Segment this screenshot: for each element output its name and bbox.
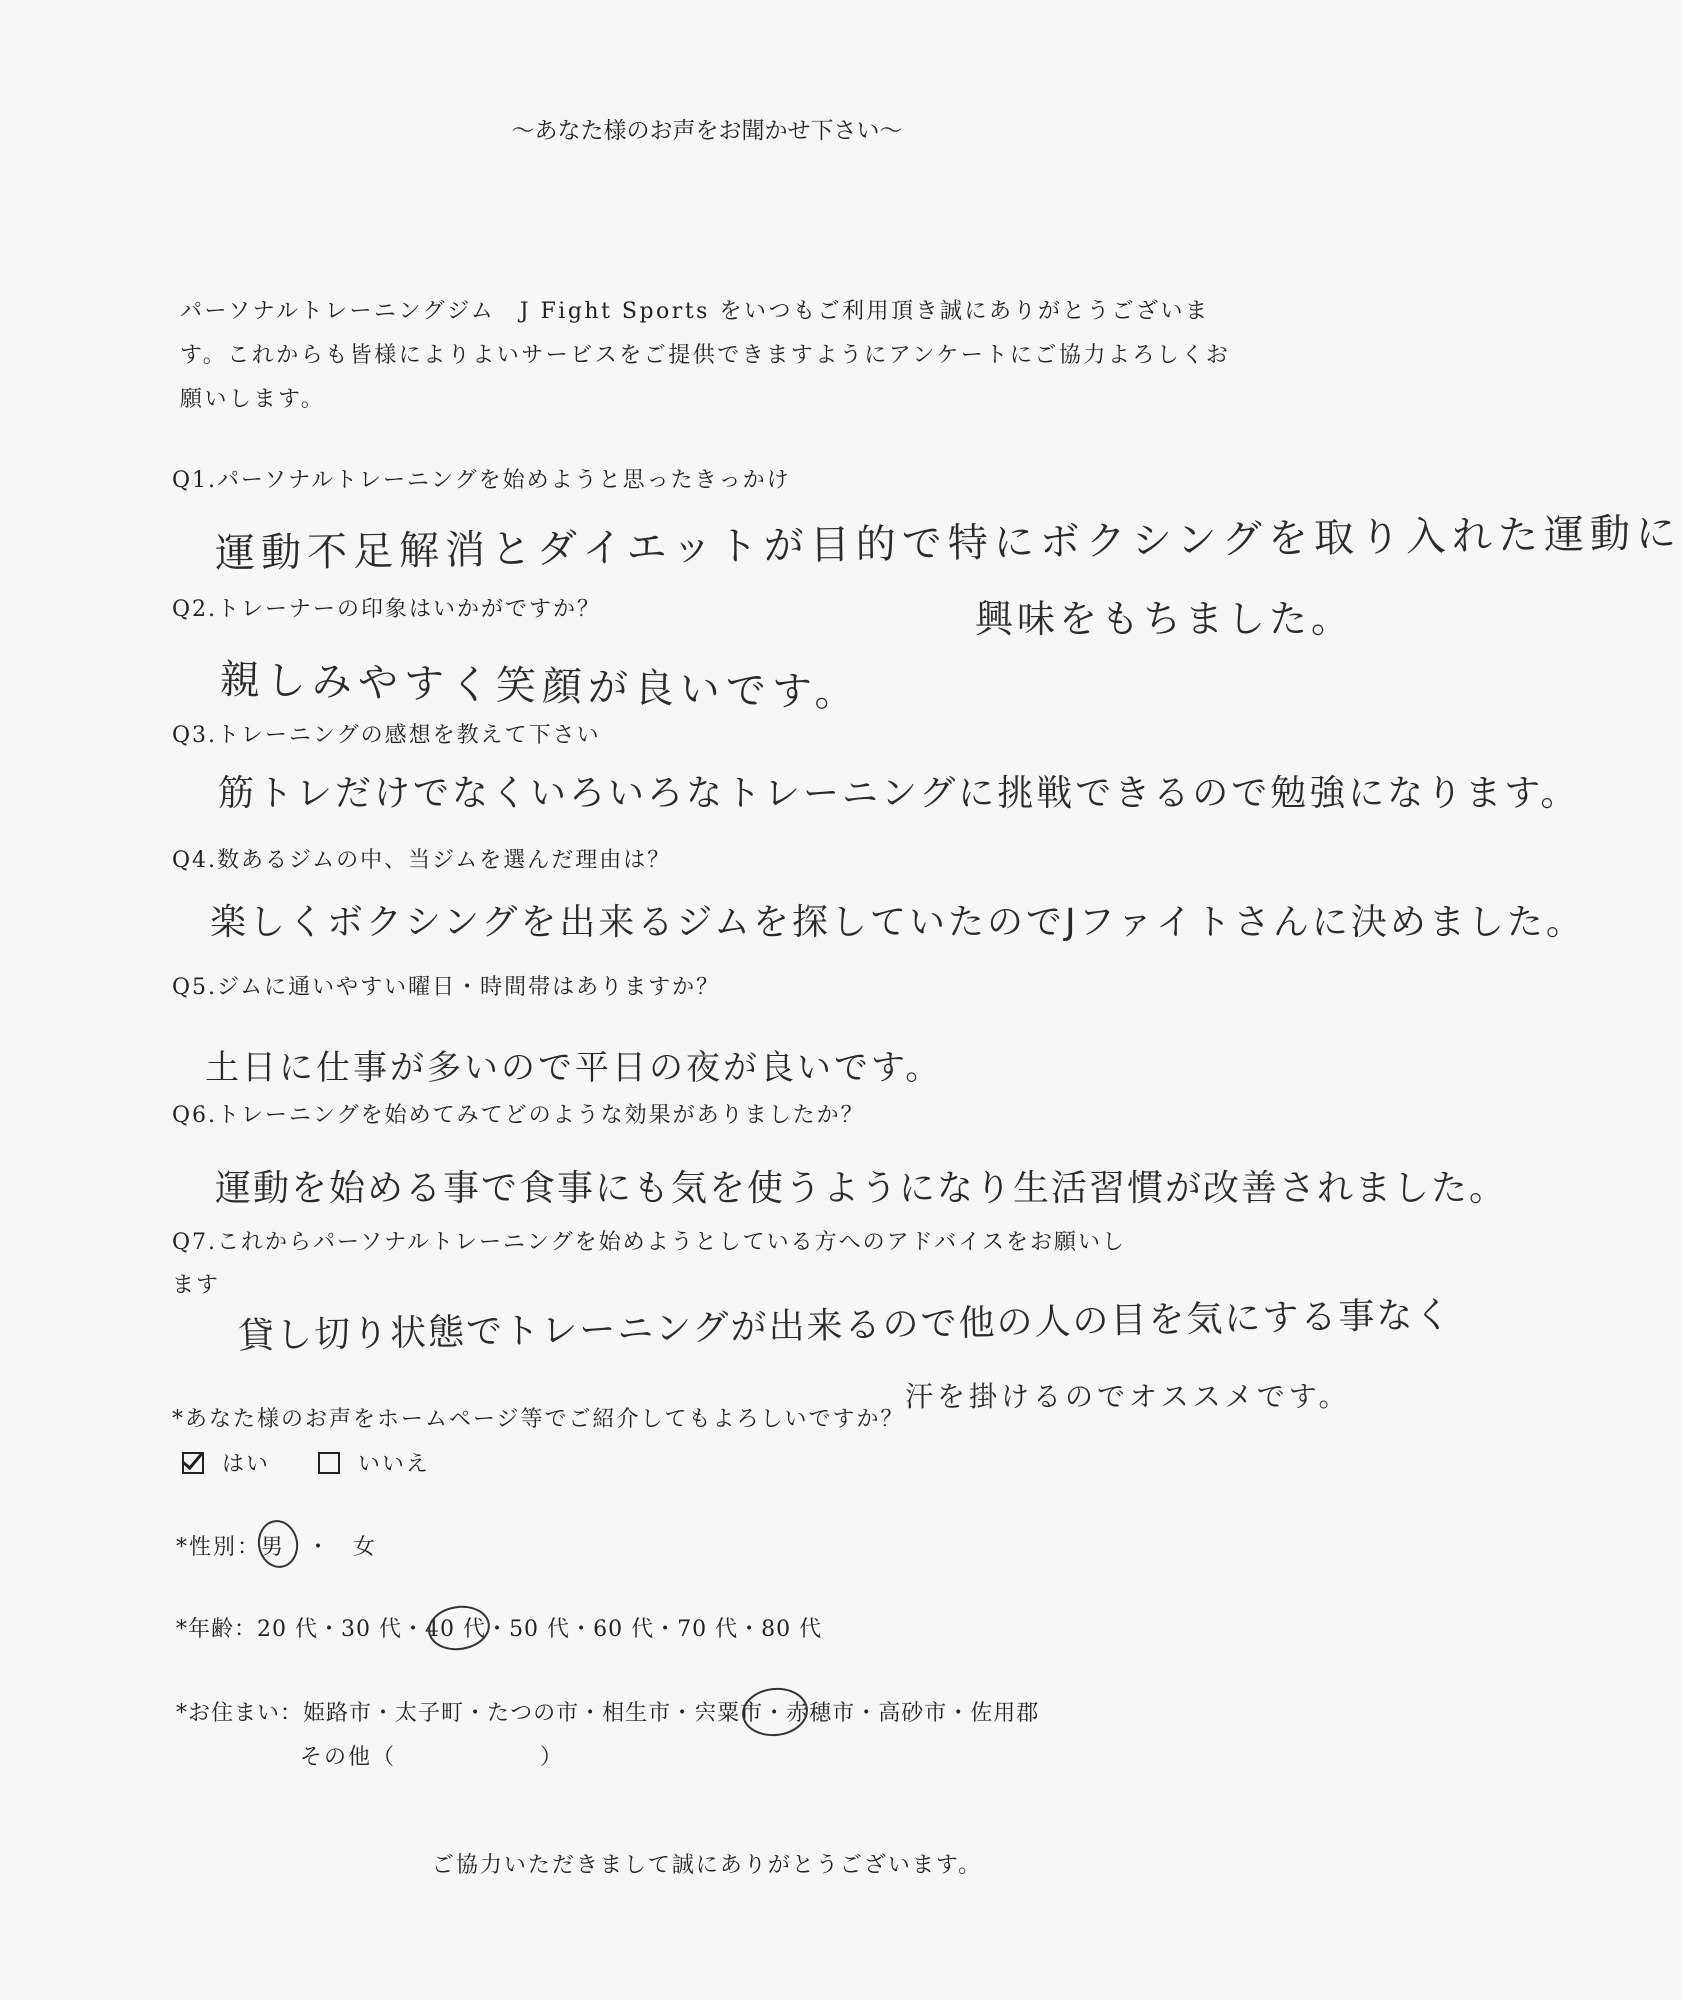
question-7-line-1: Q7.これからパーソナルトレーニングを始めようとしている方へのアドバイスをお願いし (172, 1230, 1126, 1255)
answer-5: 土日に仕事が多いので平日の夜が良いです。 (205, 1048, 943, 1088)
residence-other: その他（ ） (300, 1745, 565, 1770)
answer-2: 親しみやすく笑顔が良いです。 (219, 657, 862, 717)
answer-6: 運動を始める事で食事にも気を使うようになり生活習慣が改善されました。 (215, 1168, 1508, 1209)
residence-option-taishi[interactable]: 太子町 (395, 1701, 465, 1726)
question-2: Q2.トレーナーの印象はいかがですか？ (172, 597, 602, 622)
gender-option-male[interactable]: 男 (261, 1535, 286, 1560)
consent-options (182, 1447, 430, 1478)
residence-option-tatsuno[interactable]: たつの市 (487, 1701, 580, 1726)
residence-option-ako[interactable]: 赤穂市 (786, 1701, 856, 1726)
age-option-60[interactable]: 60 代 (593, 1617, 655, 1642)
age-selection-circle (425, 1602, 493, 1654)
answer-4: 楽しくボクシングを出来るジムを探していたのでJファイトさんに決めました。 (210, 902, 1585, 943)
age-label: *年齢： (176, 1617, 258, 1642)
survey-title: 〜あなた様のお声をお聞かせ下さい〜 (511, 118, 903, 144)
answer-7-line-1: 貸し切り状態でトレーニングが出来るので他の人の目を気にする事なく (237, 1294, 1453, 1357)
age-option-80[interactable]: 80 代 (761, 1617, 823, 1642)
consent-no-checkbox[interactable] (318, 1452, 340, 1474)
consent-yes-checkbox[interactable] (182, 1452, 204, 1474)
residence-label: *お住まい： (176, 1701, 304, 1726)
residence-option-himeji[interactable]: 姫路市 (303, 1701, 373, 1726)
gender-option-female[interactable]: 女 (353, 1535, 378, 1560)
age-option-70[interactable]: 70 代 (677, 1617, 739, 1642)
gender-selection-circle (254, 1517, 302, 1571)
age-option-50[interactable]: 50 代 (509, 1617, 571, 1642)
question-5: Q5.ジムに通いやすい曜日・時間帯はありますか？ (172, 975, 721, 1000)
question-6: Q6.トレーニングを始めてみてどのような効果がありましたか？ (172, 1103, 865, 1128)
age-option-30[interactable]: 30 代 (341, 1617, 403, 1642)
answer-7-line-2: 汗を掛けるのでオススメです。 (905, 1380, 1351, 1413)
question-7-line-2: ます (172, 1273, 221, 1298)
answer-1-line-2: 興味をもちました。 (975, 597, 1354, 641)
residence-option-sayo[interactable]: 佐用郡 (970, 1701, 1040, 1726)
question-1: Q1.パーソナルトレーニングを始めようと思ったきっかけ (172, 468, 791, 493)
footer-thanks: ご協力いただきまして誠にありがとうございます。 (431, 1853, 983, 1878)
question-3: Q3.トレーニングの感想を教えて下さい (172, 723, 601, 748)
residence-option-takasago[interactable]: 高砂市 (878, 1701, 948, 1726)
consent-yes-label: はい (222, 1452, 271, 1477)
consent-question: *あなた様のお声をホームページ等でご紹介してもよろしいですか？ (172, 1407, 905, 1432)
answer-3: 筋トレだけでなくいろいろなトレーニングに挑戦できるので勉強になります。 (218, 773, 1580, 814)
question-4: Q4.数あるジムの中、当ジムを選んだ理由は？ (172, 848, 672, 873)
residence-row: *お住まい：姫路市・太子町・たつの市・相生市・宍粟市・赤穂市・高砂市・佐用郡 (176, 1701, 1040, 1726)
intro-text: パーソナルトレーニングジム J Fight Sports をいつもご利用頂き誠にありがとうございます。これからも皆様によりよいサービスをご提供できますようにアンケートにご協力よろしくお願いします。 (180, 299, 1231, 412)
consent-no-label: いいえ (358, 1452, 431, 1477)
gender-label: *性別： (176, 1535, 262, 1560)
age-option-40[interactable]: 40 代 (425, 1617, 487, 1642)
age-option-20[interactable]: 20 代 (257, 1617, 319, 1642)
answer-1-line-1: 運動不足解消とダイエットが目的で特にボクシングを取り入れた運動に (214, 510, 1682, 577)
residence-option-aioi[interactable]: 相生市 (602, 1701, 672, 1726)
residence-selection-circle (740, 1685, 811, 1740)
residence-option-shiso[interactable]: 宍粟市 (694, 1701, 764, 1726)
age-row: *年齢：20 代・30 代・40 代・50 代・60 代・70 代・80 代 (176, 1617, 823, 1642)
gender-separator: ・ (307, 1535, 332, 1560)
